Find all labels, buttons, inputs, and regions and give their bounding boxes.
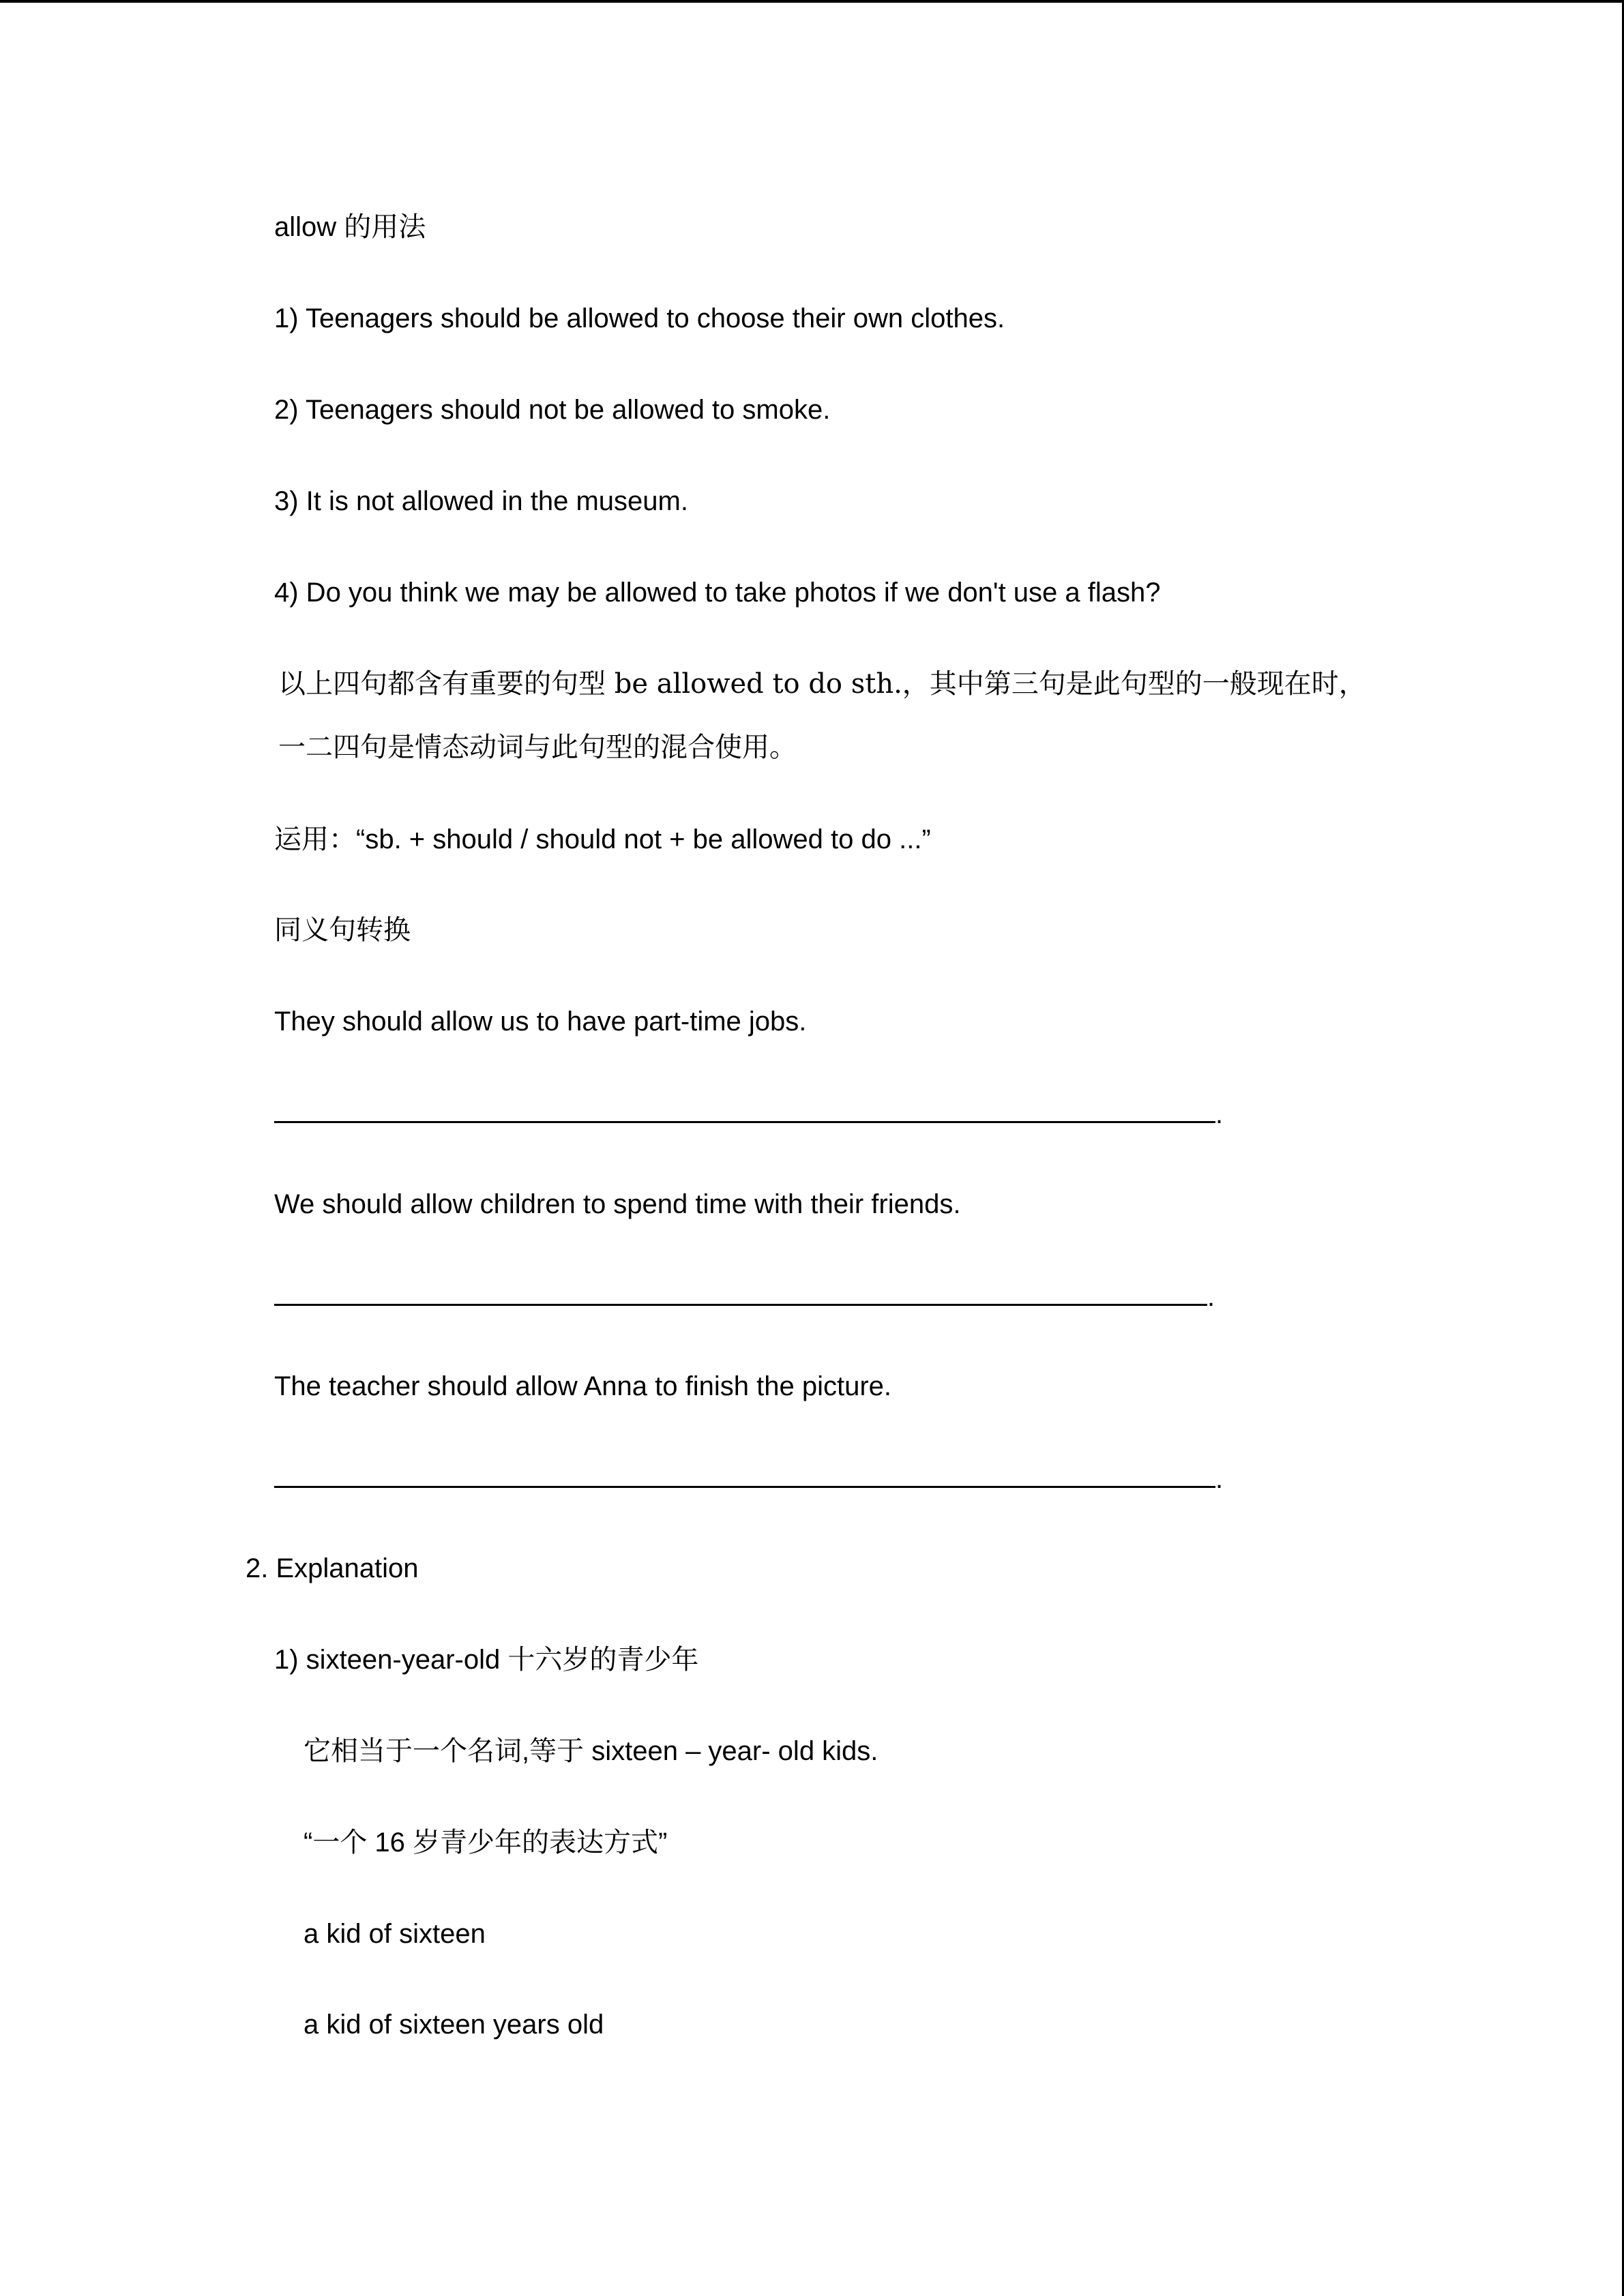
expression-example-1: a kid of sixteen — [304, 1919, 486, 1949]
expression-example-2: a kid of sixteen years old — [304, 2010, 604, 2040]
example-sentence-3: 3) It is not allowed in the museum. — [274, 486, 688, 516]
answer-line-2[interactable] — [274, 1277, 1215, 1316]
answer-blank-1[interactable] — [274, 1094, 1215, 1123]
grammar-note-line-1: 以上四句都含有重要的句型 be allowed to do sth.，其中第三句是此句型的一般现在时， — [278, 668, 1366, 700]
answer-line-1[interactable] — [274, 1094, 1223, 1133]
exercise-sentence-3: The teacher should allow Anna to finish the picture. — [274, 1371, 891, 1401]
example-sentence-4: 4) Do you think we may be allowed to take photos if we don't use a flash? — [274, 578, 1161, 608]
exercise-sentence-2: We should allow children to spend time with their friends. — [274, 1189, 961, 1219]
allow-usage-heading: allow 的用法 — [274, 212, 426, 242]
page-top-border — [0, 0, 1624, 3]
explanation-item-1-title: 1) sixteen-year-old 十六岁的青少年 — [274, 1645, 699, 1675]
answer-line-2-period: . — [1207, 1282, 1215, 1312]
example-sentence-1: 1) Teenagers should be allowed to choose their own clothes. — [274, 303, 1005, 333]
expression-heading: “一个 16 岁青少年的表达方式” — [304, 1828, 668, 1858]
conversion-heading: 同义句转换 — [274, 914, 411, 946]
example-sentence-2: 2) Teenagers should not be allowed to smoke. — [274, 395, 831, 425]
answer-line-3[interactable] — [274, 1459, 1223, 1498]
section-2-title: 2. Explanation — [246, 1553, 419, 1583]
grammar-note-line-2: 一二四句是情态动词与此句型的混合使用。 — [278, 732, 797, 763]
usage-pattern: 运用：“sb. + should / should not + be allowed to do ...” — [274, 824, 931, 854]
exercise-sentence-1: They should allow us to have part-time jobs. — [274, 1007, 807, 1037]
answer-line-1-period: . — [1215, 1099, 1224, 1129]
answer-blank-2[interactable] — [274, 1277, 1207, 1306]
explanation-item-1-note: 它相当于一个名词,等于 sixteen – year- old kids. — [304, 1736, 879, 1766]
answer-line-3-period: . — [1215, 1464, 1224, 1494]
answer-blank-3[interactable] — [274, 1459, 1215, 1488]
